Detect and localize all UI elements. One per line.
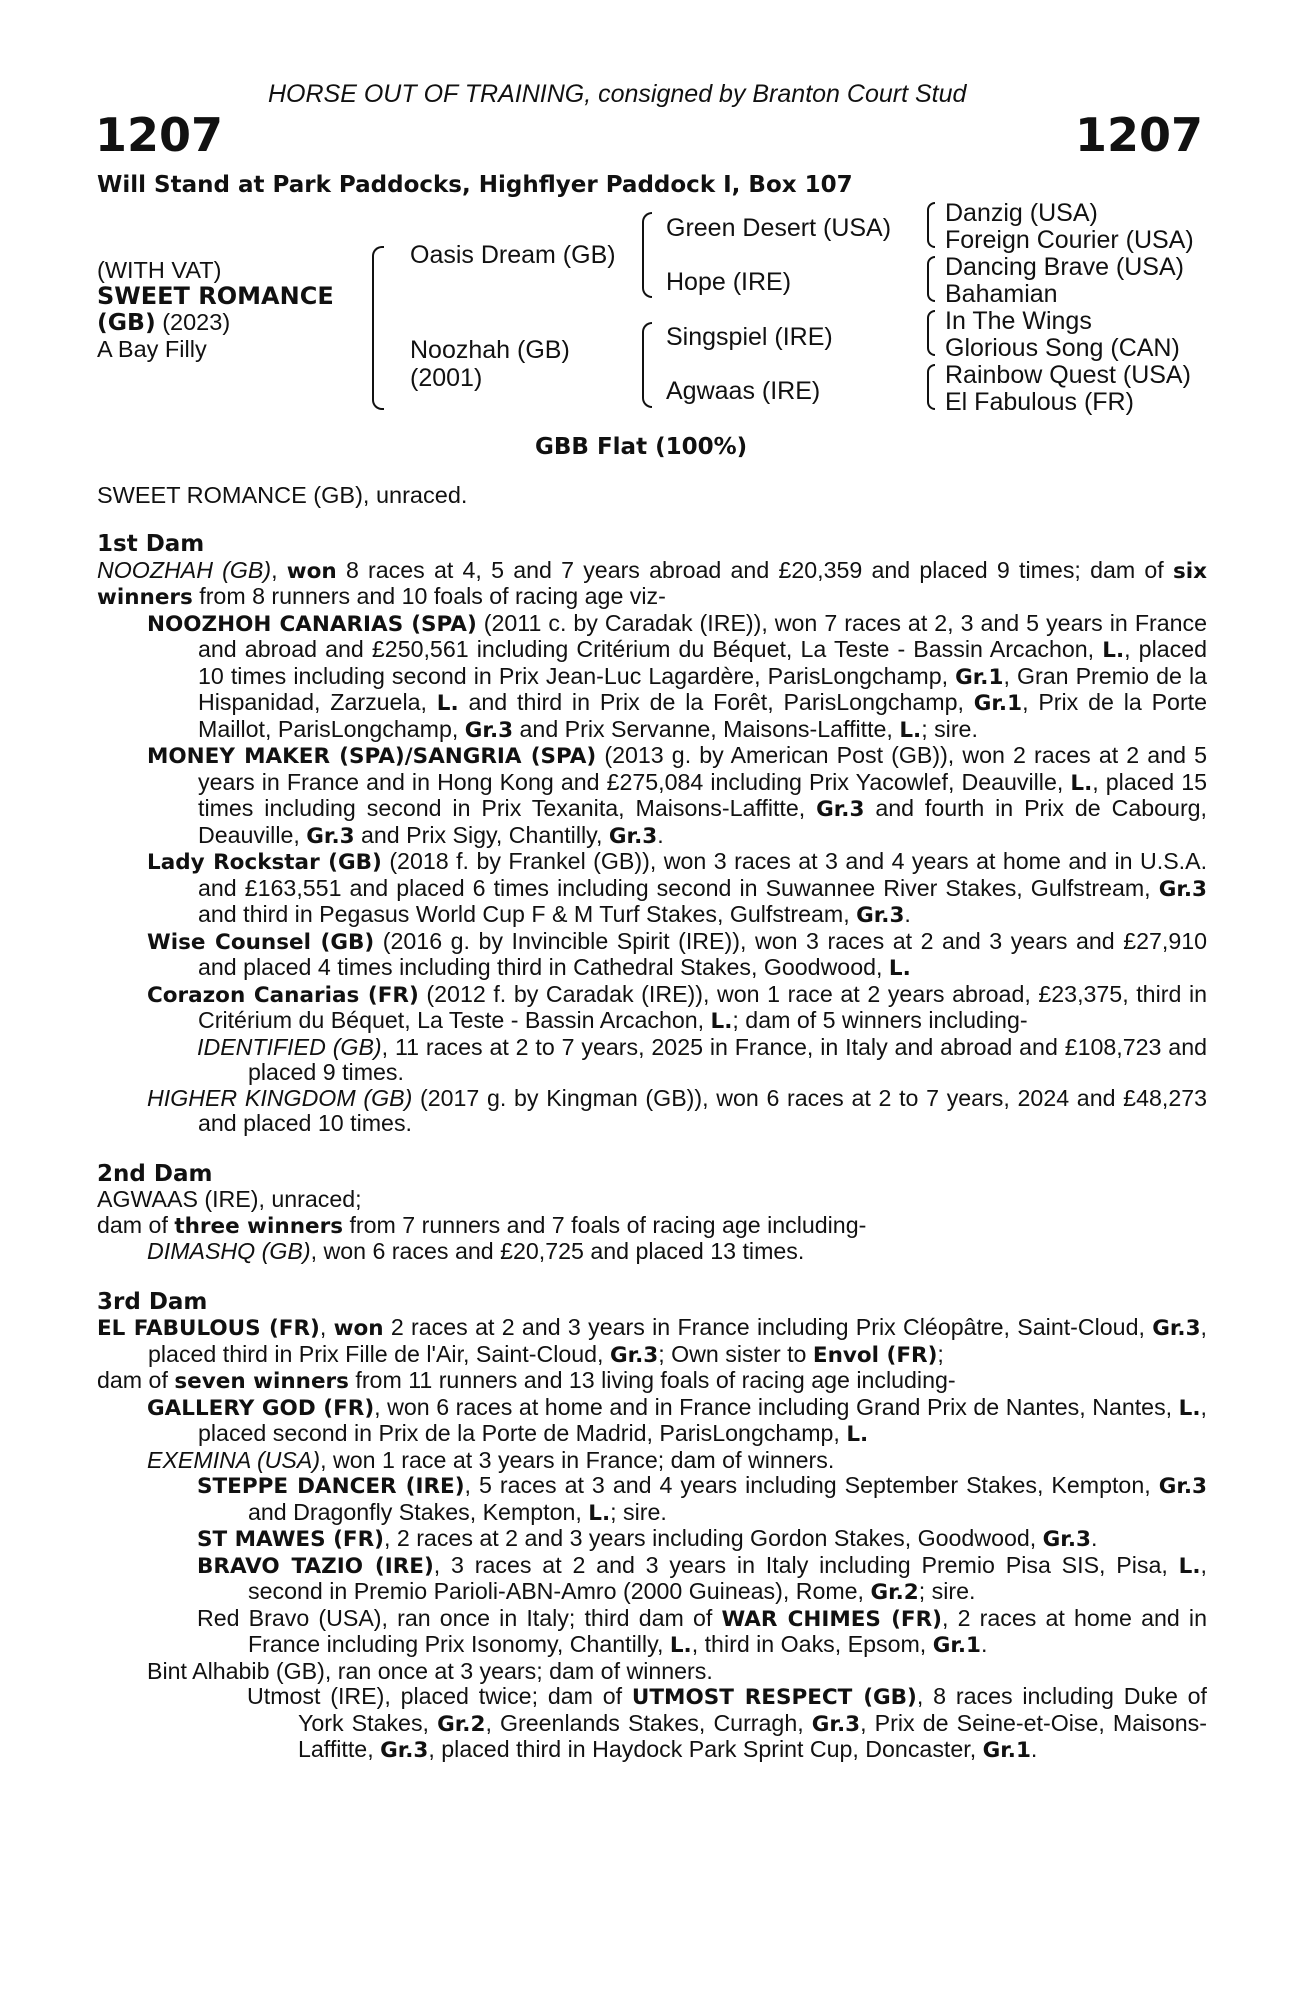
produce-corazon-canarias: Corazon Canarias (FR) (2012 f. by Caradak (IRE)), won 1 race at 2 years abroad, £23,375, third in Critérium du Béquet, La Teste - Bassin Arcachon, L.; dam of 5 winners including- — [147, 980, 1208, 1034]
produce-higher-kingdom: HIGHER KINGDOM (GB) (2017 g. by Kingman (GB)), won 6 races at 2 to 7 years, 2024 and £48,273 and placed 10 times. — [147, 1084, 1208, 1136]
produce-wise-counsel: Wise Counsel (GB) (2016 g. by Invincible Spirit (IRE)), won 3 races at 2 and 3 years and £27,910 and placed 4 times including third in Cathedral Stakes, Goodwood, L. — [147, 927, 1208, 981]
produce-money-maker: MONEY MAKER (SPA)/SANGRIA (SPA) (2013 g. by American Post (GB)), won 2 races at 2 and 5 years in France and in Hong Kong and £275,084 including Prix Yacowlef, Deauville, L., placed 15 times including second in Prix Texanita, Maisons-Laffitte, Gr.3 and fourth in Prix de Cabourg, Deauville, Gr.3 and Prix Sigy, Chantilly, Gr.3. — [147, 742, 1207, 849]
horse-year: (2023) — [155, 309, 231, 335]
produce-bravo-tazio: BRAVO TAZIO (IRE), 3 races at 2 and 3 years in Italy including Premio Pisa SIS, Pisa, L., second in Premio Parioli-ABN-Amro (2000 Guineas), Rome, Gr.2; sire. — [197, 1551, 1207, 1605]
horse-description: A Bay Filly — [97, 336, 207, 362]
produce-red-bravo: Red Bravo (USA), ran once in Italy; third dam of WAR CHIMES (FR), 2 races at home and in France including Prix Isonomy, Chantilly, L., third in Oaks, Epsom, Gr.1. — [197, 1604, 1207, 1658]
gbb-rating: GBB Flat (100%) — [535, 434, 748, 460]
g3-bahamian: Bahamian — [945, 280, 1058, 308]
brace-g3-2 — [927, 256, 935, 302]
brace-g3-1 — [927, 202, 935, 248]
lot-number-right: 1207 — [1074, 108, 1203, 162]
dam-year: (2001) — [410, 364, 483, 392]
third-dam-para: EL FABULOUS (FR), won 2 races at 2 and 3 years in France including Prix Cléopâtre, Saint-Cloud, Gr.3, placed third in Prix Fille de l'Air, Saint-Cloud, Gr.3; Own sister to Envol (FR); — [97, 1314, 1207, 1368]
stand-location: Will Stand at Park Paddocks, Highflyer Paddock I, Box 107 — [97, 172, 853, 198]
produce-gallery-god: GALLERY GOD (FR), won 6 races at home and in France including Grand Prix de Nantes, Nantes, L., placed second in Prix de la Porte de Madrid, ParisLongchamp, L. — [147, 1393, 1207, 1447]
produce-utmost: Utmost (IRE), placed twice; dam of UTMOST RESPECT (GB), 8 races including Duke of York Stakes, Gr.2, Greenlands Stakes, Curragh, Gr.3, Prix de Seine-et-Oise, Maisons-Laffitte, Gr.3, placed third in Haydock Park Sprint Cup, Doncaster, Gr.1. — [247, 1683, 1207, 1763]
produce-dimashq: DIMASHQ (GB), won 6 races and £20,725 and placed 13 times. — [147, 1238, 805, 1264]
horse-summary: SWEET ROMANCE (GB), unraced. — [97, 482, 468, 508]
produce-bint-alhabib: Bint Alhabib (GB), ran once at 3 years; dam of winners. — [147, 1657, 713, 1684]
third-dam-heading: 3rd Dam — [97, 1288, 208, 1315]
first-dam-para: NOOZHAH (GB), won 8 races at 4, 5 and 7 years abroad and £20,359 and placed 9 times; dam of six winners from 8 runners and 10 foals of racing age viz- — [97, 556, 1208, 610]
dam-sire: Singspiel (IRE) — [666, 323, 833, 351]
horse-name: SWEET ROMANCE — [97, 282, 334, 310]
brace-sire — [642, 212, 652, 298]
produce-noozhoh-canarias: NOOZHOH CANARIAS (SPA) (2011 c. by Caradak (IRE)), won 7 races at 2, 3 and 5 years in France and abroad and £250,561 including Critérium du Béquet, La Teste - Bassin Arcachon, L., placed 10 times including second in Prix Jean-Luc Lagardère, ParisLongchamp, Gr.1, Gran Premio de la Hispanidad, Zarzuela, L. and third in Prix de la Forêt, ParisLongchamp, Gr.1, Prix de la Porte Maillot, ParisLongchamp, Gr.3 and Prix Servanne, Maisons-Laffitte, L.; sire. — [147, 609, 1208, 743]
sire-dam: Hope (IRE) — [666, 268, 792, 296]
g3-glorious-song: Glorious Song (CAN) — [945, 334, 1180, 362]
brace-g3-3 — [927, 310, 935, 356]
sire: Oasis Dream (GB) — [410, 241, 616, 269]
produce-steppe-dancer: STEPPE DANCER (IRE), 5 races at 3 and 4 years including September Stakes, Kempton, Gr.3 and Dragonfly Stakes, Kempton, L.; sire. — [197, 1472, 1207, 1526]
produce-lady-rockstar: Lady Rockstar (GB) (2018 f. by Frankel (GB)), won 3 races at 3 and 4 years at home and in U.S.A. and £163,551 and placed 6 times including second in Suwannee River Stakes, Gulfstream, Gr.3 and third in Pegasus World Cup F & M Turf Stakes, Gulfstream, Gr.3. — [147, 848, 1208, 928]
dam-dam: Agwaas (IRE) — [666, 377, 821, 405]
produce-identified: IDENTIFIED (GB), 11 races at 2 to 7 years, 2025 in France, in Italy and abroad and £108,723 and placed 9 times. — [197, 1033, 1207, 1085]
vat-label: (WITH VAT) — [97, 257, 222, 283]
g3-rainbow-quest: Rainbow Quest (USA) — [945, 361, 1191, 389]
second-dam-heading: 2nd Dam — [97, 1160, 213, 1187]
brace-dam — [642, 322, 652, 408]
g3-in-the-wings: In The Wings — [945, 307, 1092, 335]
horse-country: (GB) — [97, 308, 156, 336]
produce-exemina: EXEMINA (USA), won 1 race at 3 years in France; dam of winners. — [147, 1446, 835, 1473]
g3-dancing-brave: Dancing Brave (USA) — [945, 253, 1184, 281]
horse-country-year — [97, 308, 230, 336]
produce-st-mawes: ST MAWES (FR), 2 races at 2 and 3 years including Gordon Stakes, Goodwood, Gr.3. — [197, 1525, 1098, 1552]
third-dam-produce-intro: dam of seven winners from 11 runners and 13 living foals of racing age including- — [97, 1367, 956, 1394]
g3-foreign-courier: Foreign Courier (USA) — [945, 226, 1194, 254]
second-dam-para: AGWAAS (IRE), unraced; dam of three winners from 7 runners and 7 foals of racing age including- — [97, 1186, 867, 1239]
dam-name: Noozhah (GB) — [410, 336, 570, 364]
first-dam-heading: 1st Dam — [97, 531, 205, 557]
lot-number-left: 1207 — [95, 108, 224, 162]
sire-sire: Green Desert (USA) — [666, 214, 892, 242]
g3-danzig: Danzig (USA) — [945, 199, 1098, 227]
consignment-line: HORSE OUT OF TRAINING, consigned by Branton Court Stud — [268, 80, 967, 108]
brace-g3-4 — [927, 364, 935, 410]
catalogue-body — [97, 532, 1207, 1764]
g3-el-fabulous: El Fabulous (FR) — [945, 388, 1134, 416]
brace-main — [372, 246, 384, 410]
